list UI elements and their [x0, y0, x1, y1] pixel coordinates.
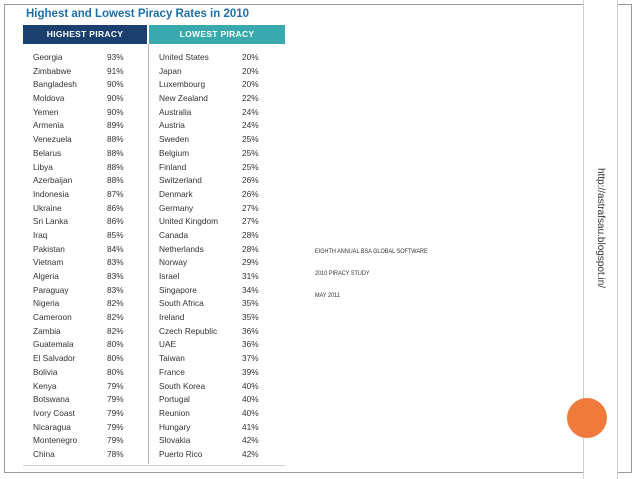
- table-row: [159, 435, 281, 449]
- piracy-rate: 24%: [242, 106, 259, 117]
- table-row: [159, 52, 281, 66]
- table-title: Highest and Lowest Piracy Rates in 2010: [26, 8, 250, 20]
- table-row: [159, 353, 281, 367]
- table-row: [33, 381, 143, 395]
- country-name: Zambia: [33, 325, 61, 336]
- table-row: [159, 394, 281, 408]
- table-row: [159, 298, 281, 312]
- piracy-rate: 80%: [107, 353, 124, 364]
- table-row: [159, 162, 281, 176]
- piracy-rate: 87%: [107, 188, 124, 199]
- table-header-row: [23, 25, 285, 44]
- table-row: [159, 107, 281, 121]
- piracy-rate: 42%: [242, 435, 259, 446]
- country-name: Germany: [159, 202, 194, 213]
- country-name: Guatemala: [33, 339, 74, 350]
- table-row: [159, 271, 281, 285]
- table-row: [159, 257, 281, 271]
- piracy-rate: 80%: [107, 366, 124, 377]
- table-row: [33, 271, 143, 285]
- piracy-rate: 83%: [107, 271, 124, 281]
- table-row: [33, 93, 143, 107]
- country-name: United States: [159, 52, 209, 62]
- table-row: [159, 203, 281, 217]
- country-name: Sri Lanka: [33, 216, 69, 227]
- piracy-rate: 28%: [242, 229, 259, 240]
- piracy-rate: 20%: [242, 65, 259, 76]
- country-name: Pakistan: [33, 243, 65, 254]
- piracy-rate: 20%: [242, 79, 259, 90]
- table-row: [33, 107, 143, 121]
- country-name: Azerbaijan: [33, 175, 73, 186]
- country-name: Nigeria: [33, 298, 60, 309]
- piracy-rate: 90%: [107, 106, 124, 117]
- piracy-rate: 28%: [242, 243, 259, 254]
- piracy-rate: 25%: [242, 161, 259, 172]
- country-name: Georgia: [33, 52, 63, 62]
- table-row: [159, 66, 281, 80]
- piracy-rate: 79%: [107, 407, 124, 418]
- piracy-rate: 42%: [242, 448, 259, 459]
- table-row: [33, 203, 143, 217]
- table-row: [159, 339, 281, 353]
- table-row: [33, 52, 143, 66]
- country-name: Norway: [159, 257, 188, 268]
- table-row: [33, 285, 143, 299]
- country-name: Montenegro: [33, 435, 78, 446]
- table-row: [33, 66, 143, 80]
- piracy-table: [23, 25, 285, 466]
- piracy-rate: 83%: [107, 257, 124, 268]
- highest-piracy-header: HIGHEST PIRACY: [23, 25, 147, 44]
- source-note-line: EIGHTH ANNUAL BSA GLOBAL SOFTWARE: [315, 248, 428, 255]
- piracy-rate: 34%: [242, 284, 259, 295]
- table-row: [159, 216, 281, 230]
- country-name: Taiwan: [159, 353, 185, 364]
- country-name: Bangladesh: [33, 79, 77, 90]
- country-name: El Salvador: [33, 353, 76, 364]
- piracy-rate: 93%: [107, 52, 124, 62]
- country-name: Hungary: [159, 421, 191, 432]
- piracy-rate: 90%: [107, 93, 124, 104]
- piracy-rate: 82%: [107, 325, 124, 336]
- country-name: South Africa: [159, 298, 204, 309]
- piracy-rate: 40%: [242, 407, 259, 418]
- piracy-rate: 91%: [107, 65, 124, 76]
- country-name: Reunion: [159, 407, 190, 418]
- table-row: [33, 408, 143, 422]
- piracy-rate: 82%: [107, 298, 124, 309]
- table-row: [159, 422, 281, 436]
- table-row: [33, 257, 143, 271]
- country-name: South Korea: [159, 380, 206, 391]
- table-row: [159, 93, 281, 107]
- piracy-rate: 90%: [107, 79, 124, 90]
- country-name: Ukraine: [33, 202, 62, 213]
- country-name: Zimbabwe: [33, 65, 72, 76]
- highest-piracy-list: [33, 52, 143, 463]
- table-row: [159, 326, 281, 340]
- piracy-rate: 35%: [242, 312, 259, 323]
- table-row: [33, 312, 143, 326]
- piracy-rate: 25%: [242, 134, 259, 145]
- piracy-rate: 88%: [107, 161, 124, 172]
- table-row: [159, 148, 281, 162]
- piracy-rate: 83%: [107, 284, 124, 295]
- lowest-piracy-list: [159, 52, 281, 463]
- piracy-rate: 79%: [107, 435, 124, 446]
- table-row: [33, 230, 143, 244]
- piracy-rate: 36%: [242, 325, 259, 336]
- table-row: [159, 449, 281, 463]
- country-name: Japan: [159, 65, 182, 76]
- source-note-line: 2010 PIRACY STUDY: [315, 270, 370, 277]
- table-row: [33, 134, 143, 148]
- country-name: Switzerland: [159, 175, 202, 186]
- table-row: [159, 79, 281, 93]
- piracy-rate: 89%: [107, 120, 124, 131]
- table-row: [33, 162, 143, 176]
- piracy-rate: 40%: [242, 380, 259, 391]
- piracy-rate: 85%: [107, 229, 124, 240]
- country-name: Indonesia: [33, 188, 69, 199]
- country-name: Belarus: [33, 147, 62, 158]
- table-row: [33, 326, 143, 340]
- country-name: China: [33, 448, 55, 459]
- piracy-rate: 88%: [107, 147, 124, 158]
- country-name: Slovakia: [159, 435, 191, 446]
- decorative-circle: [567, 398, 607, 438]
- country-name: Czech Republic: [159, 325, 218, 336]
- source-note-line: MAY 2011: [315, 292, 340, 299]
- piracy-rate: 22%: [242, 93, 259, 104]
- table-row: [33, 422, 143, 436]
- table-row: [33, 120, 143, 134]
- blog-url-label: http://astrafsau.blogspot.in/: [595, 168, 606, 289]
- country-name: Luxembourg: [159, 79, 206, 90]
- country-name: Ireland: [159, 312, 185, 323]
- piracy-rate: 78%: [107, 448, 124, 459]
- country-name: Belgium: [159, 147, 189, 158]
- country-name: Moldova: [33, 93, 65, 104]
- country-name: United Kingdom: [159, 216, 219, 227]
- table-row: [33, 79, 143, 93]
- piracy-rate: 27%: [242, 202, 259, 213]
- country-name: Vietnam: [33, 257, 64, 268]
- piracy-rate: 82%: [107, 312, 124, 323]
- piracy-rate: 36%: [242, 339, 259, 350]
- country-name: UAE: [159, 339, 177, 350]
- piracy-rate: 24%: [242, 120, 259, 131]
- piracy-rate: 37%: [242, 353, 259, 364]
- piracy-rate: 80%: [107, 339, 124, 350]
- country-name: Nicaragua: [33, 421, 71, 432]
- table-row: [159, 381, 281, 395]
- country-name: Sweden: [159, 134, 189, 145]
- column-divider: [148, 44, 149, 464]
- piracy-rate: 20%: [242, 52, 259, 62]
- table-row: [33, 394, 143, 408]
- country-name: Finland: [159, 161, 187, 172]
- country-name: Yemen: [33, 106, 59, 117]
- country-name: Botswana: [33, 394, 70, 405]
- piracy-rate: 35%: [242, 298, 259, 309]
- table-row: [33, 216, 143, 230]
- piracy-rate: 79%: [107, 394, 124, 405]
- country-name: Venezuela: [33, 134, 72, 145]
- country-name: Iraq: [33, 229, 48, 240]
- country-name: Cameroon: [33, 312, 72, 323]
- table-row: [159, 408, 281, 422]
- country-name: Bolivia: [33, 366, 58, 377]
- country-name: Puerto Rico: [159, 448, 203, 459]
- table-row: [159, 367, 281, 381]
- table-row: [33, 148, 143, 162]
- country-name: Libya: [33, 161, 53, 172]
- country-name: Algeria: [33, 271, 59, 281]
- source-notes: [315, 248, 428, 314]
- table-row: [33, 353, 143, 367]
- piracy-rate: 29%: [242, 257, 259, 268]
- country-name: Canada: [159, 229, 189, 240]
- country-name: Kenya: [33, 380, 57, 391]
- piracy-rate: 79%: [107, 380, 124, 391]
- piracy-rate: 31%: [242, 271, 259, 281]
- table-row: [159, 285, 281, 299]
- table-row: [159, 244, 281, 258]
- country-name: Austria: [159, 120, 185, 131]
- piracy-rate: 40%: [242, 394, 259, 405]
- table-row: [33, 435, 143, 449]
- piracy-rate: 79%: [107, 421, 124, 432]
- country-name: France: [159, 366, 185, 377]
- table-row: [159, 175, 281, 189]
- table-row: [159, 120, 281, 134]
- country-name: Netherlands: [159, 243, 204, 254]
- table-row: [159, 230, 281, 244]
- piracy-rate: 26%: [242, 188, 259, 199]
- piracy-rate: 88%: [107, 175, 124, 186]
- country-name: Israel: [159, 271, 180, 281]
- table-row: [33, 244, 143, 258]
- piracy-rate: 27%: [242, 216, 259, 227]
- country-name: Ivory Coast: [33, 407, 75, 418]
- table-row: [33, 339, 143, 353]
- lowest-piracy-header: LOWEST PIRACY: [149, 25, 285, 44]
- piracy-rate: 86%: [107, 202, 124, 213]
- piracy-rate: 39%: [242, 366, 259, 377]
- country-name: Portugal: [159, 394, 190, 405]
- table-row: [159, 312, 281, 326]
- piracy-rate: 26%: [242, 175, 259, 186]
- table-row: [159, 134, 281, 148]
- piracy-rate: 84%: [107, 243, 124, 254]
- piracy-rate: 88%: [107, 134, 124, 145]
- piracy-rate: 41%: [242, 421, 259, 432]
- piracy-rate: 86%: [107, 216, 124, 227]
- table-row: [33, 175, 143, 189]
- table-row: [159, 189, 281, 203]
- country-name: Armenia: [33, 120, 64, 131]
- table-row: [33, 298, 143, 312]
- country-name: Paraguay: [33, 284, 69, 295]
- piracy-rate: 25%: [242, 147, 259, 158]
- country-name: Singapore: [159, 284, 197, 295]
- table-row: [33, 367, 143, 381]
- table-row: [33, 189, 143, 203]
- country-name: Denmark: [159, 188, 193, 199]
- table-row: [33, 449, 143, 463]
- country-name: New Zealand: [159, 93, 208, 104]
- country-name: Australia: [159, 106, 192, 117]
